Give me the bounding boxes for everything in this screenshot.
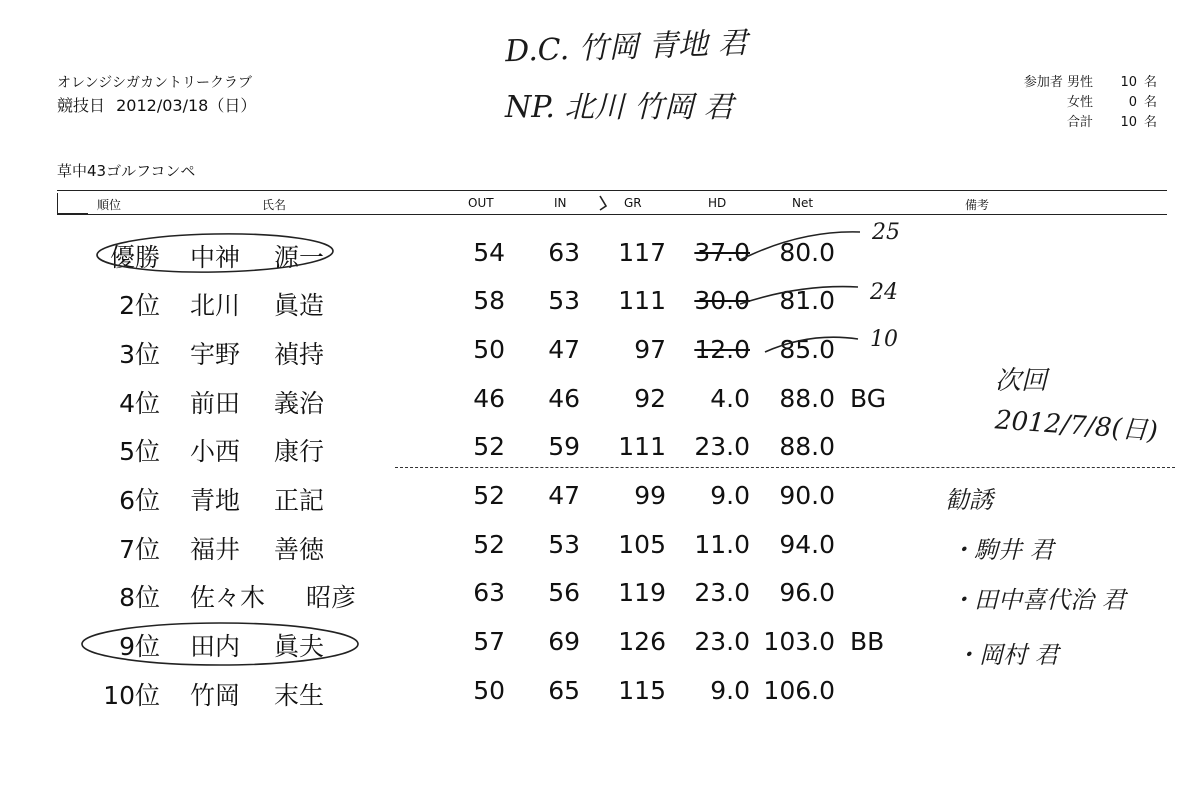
given-name-cell: 源一 bbox=[274, 243, 325, 272]
out-cell: 46 bbox=[473, 384, 505, 413]
column-header-out: OUT bbox=[468, 196, 494, 210]
given-name-cell: 眞造 bbox=[274, 291, 325, 320]
winner-circle-mark bbox=[97, 232, 334, 274]
handicap-cell: 37.0 bbox=[694, 238, 750, 267]
given-name-cell: 眞夫 bbox=[274, 632, 325, 661]
out-cell: 52 bbox=[473, 432, 505, 461]
out-cell: 50 bbox=[473, 335, 505, 364]
family-name-cell: 中神 bbox=[190, 243, 241, 272]
out-cell: 57 bbox=[473, 627, 505, 656]
given-name-cell: 善徳 bbox=[274, 535, 325, 564]
net-cell: 80.0 bbox=[779, 238, 835, 267]
in-cell: 47 bbox=[548, 335, 580, 364]
handicap-cell: 11.0 bbox=[694, 530, 750, 559]
handwritten-next-date: 2012/7/8(日) bbox=[993, 405, 1159, 447]
out-cell: 54 bbox=[473, 238, 505, 267]
rank-cell: 7位 bbox=[119, 535, 160, 564]
out-cell: 63 bbox=[473, 578, 505, 607]
handwritten-invite-item: ・岡村 君 bbox=[955, 641, 1059, 669]
column-header-hd: HD bbox=[708, 196, 727, 210]
column-header-note: 備考 bbox=[965, 198, 990, 212]
handwritten-invite-item: ・田中喜代治 君 bbox=[950, 586, 1126, 614]
handwritten-new-handicap: 24 bbox=[870, 280, 898, 305]
net-cell: 88.0 bbox=[779, 384, 835, 413]
club-name: オレンジシガカントリークラブ bbox=[57, 75, 252, 91]
handicap-cell: 23.0 bbox=[694, 578, 750, 607]
date-label: 競技日 bbox=[57, 96, 106, 115]
gross-cell: 92 bbox=[634, 384, 666, 413]
rank-cell: 6位 bbox=[119, 486, 160, 515]
note-cell: BB bbox=[850, 627, 885, 656]
gross-cell: 99 bbox=[634, 481, 666, 510]
in-cell: 46 bbox=[548, 384, 580, 413]
handicap-correction-stroke bbox=[740, 287, 858, 304]
gross-cell: 97 bbox=[634, 335, 666, 364]
net-cell: 106.0 bbox=[763, 676, 835, 705]
net-cell: 94.0 bbox=[779, 530, 835, 559]
column-header-rank: 順位 bbox=[97, 198, 122, 212]
out-cell: 52 bbox=[473, 481, 505, 510]
handicap-correction-stroke bbox=[765, 337, 858, 352]
family-name-cell: 福井 bbox=[190, 535, 241, 564]
family-name-cell: 宇野 bbox=[190, 340, 241, 369]
handwritten-invite-item: ・駒井 君 bbox=[950, 536, 1054, 564]
column-header-in: IN bbox=[554, 196, 567, 210]
net-cell: 81.0 bbox=[779, 286, 835, 315]
rank-cell: 8位 bbox=[119, 583, 160, 612]
participants-unit: 名 bbox=[1143, 95, 1157, 110]
out-cell: 52 bbox=[473, 530, 505, 559]
net-cell: 88.0 bbox=[779, 432, 835, 461]
rank-cell: 4位 bbox=[119, 389, 160, 418]
net-cell: 90.0 bbox=[779, 481, 835, 510]
given-name-cell: 正記 bbox=[274, 486, 325, 515]
handicap-cell: 4.0 bbox=[710, 384, 750, 413]
given-name-cell: 義治 bbox=[274, 389, 325, 418]
gr-column-tick-mark bbox=[600, 196, 606, 210]
net-cell: 96.0 bbox=[779, 578, 835, 607]
participants-label: 参加者 男性 bbox=[1023, 75, 1093, 90]
participants-label: 合計 bbox=[1066, 115, 1093, 130]
given-name-cell: 昭彦 bbox=[306, 583, 357, 612]
out-cell: 58 bbox=[473, 286, 505, 315]
participants-label: 女性 bbox=[1066, 95, 1093, 110]
family-name-cell: 前田 bbox=[190, 389, 241, 418]
participants-unit: 名 bbox=[1143, 75, 1157, 90]
date-value: 2012/03/18（日） bbox=[116, 96, 257, 115]
family-name-cell: 竹岡 bbox=[190, 681, 241, 710]
in-cell: 65 bbox=[548, 676, 580, 705]
rank-cell: 5位 bbox=[119, 437, 160, 466]
column-header-net: Net bbox=[792, 196, 814, 210]
given-name-cell: 末生 bbox=[274, 681, 325, 710]
participants-count: 0 bbox=[1128, 95, 1137, 110]
net-cell: 103.0 bbox=[763, 627, 835, 656]
gross-cell: 111 bbox=[618, 286, 666, 315]
gross-cell: 105 bbox=[618, 530, 666, 559]
handicap-cell: 9.0 bbox=[710, 676, 750, 705]
in-cell: 69 bbox=[548, 627, 580, 656]
family-name-cell: 田内 bbox=[190, 632, 241, 661]
handwritten-next-label: 次回 bbox=[995, 366, 1048, 396]
participants-count: 10 bbox=[1120, 75, 1137, 90]
handwritten-new-handicap: 10 bbox=[870, 327, 898, 352]
ninth-place-circle-mark bbox=[82, 623, 358, 665]
handicap-correction-stroke bbox=[740, 232, 860, 260]
in-cell: 59 bbox=[548, 432, 580, 461]
handicap-cell: 12.0 bbox=[694, 335, 750, 364]
gross-cell: 117 bbox=[618, 238, 666, 267]
handicap-cell: 23.0 bbox=[694, 627, 750, 656]
handwritten-new-handicap: 25 bbox=[872, 220, 900, 245]
handicap-cell: 23.0 bbox=[694, 432, 750, 461]
family-name-cell: 小西 bbox=[190, 437, 241, 466]
handwritten-driving-contest: D.C. 竹岡 青地 君 bbox=[504, 25, 749, 70]
handicap-cell: 9.0 bbox=[710, 481, 750, 510]
rank-cell: 優勝 bbox=[109, 243, 160, 272]
given-name-cell: 禎持 bbox=[274, 340, 325, 369]
participants-count: 10 bbox=[1120, 115, 1137, 130]
gross-cell: 115 bbox=[618, 676, 666, 705]
given-name-cell: 康行 bbox=[274, 437, 325, 466]
handwritten-invite-title: 勧誘 bbox=[945, 486, 993, 514]
gross-cell: 119 bbox=[618, 578, 666, 607]
in-cell: 53 bbox=[548, 530, 580, 559]
handicap-cell: 30.0 bbox=[694, 286, 750, 315]
out-cell: 50 bbox=[473, 676, 505, 705]
in-cell: 63 bbox=[548, 238, 580, 267]
participants-unit: 名 bbox=[1143, 115, 1157, 130]
gross-cell: 126 bbox=[618, 627, 666, 656]
net-cell: 85.0 bbox=[779, 335, 835, 364]
rank-cell: 2位 bbox=[119, 291, 160, 320]
in-cell: 47 bbox=[548, 481, 580, 510]
rank-cell: 10位 bbox=[103, 681, 160, 710]
gross-cell: 111 bbox=[618, 432, 666, 461]
column-header-gr: GR bbox=[624, 196, 642, 210]
rank-cell: 3位 bbox=[119, 340, 160, 369]
event-title: 草中43ゴルフコンペ bbox=[57, 162, 196, 180]
note-cell: BG bbox=[850, 384, 887, 413]
rank-cell: 9位 bbox=[119, 632, 160, 661]
family-name-cell: 佐々木 bbox=[190, 583, 266, 612]
family-name-cell: 青地 bbox=[190, 486, 241, 515]
family-name-cell: 北川 bbox=[190, 291, 241, 320]
in-cell: 56 bbox=[548, 578, 580, 607]
handwritten-nearest-pin: NP. 北川 竹岡 君 bbox=[505, 90, 734, 125]
in-cell: 53 bbox=[548, 286, 580, 315]
column-header-name: 氏名 bbox=[262, 198, 287, 212]
